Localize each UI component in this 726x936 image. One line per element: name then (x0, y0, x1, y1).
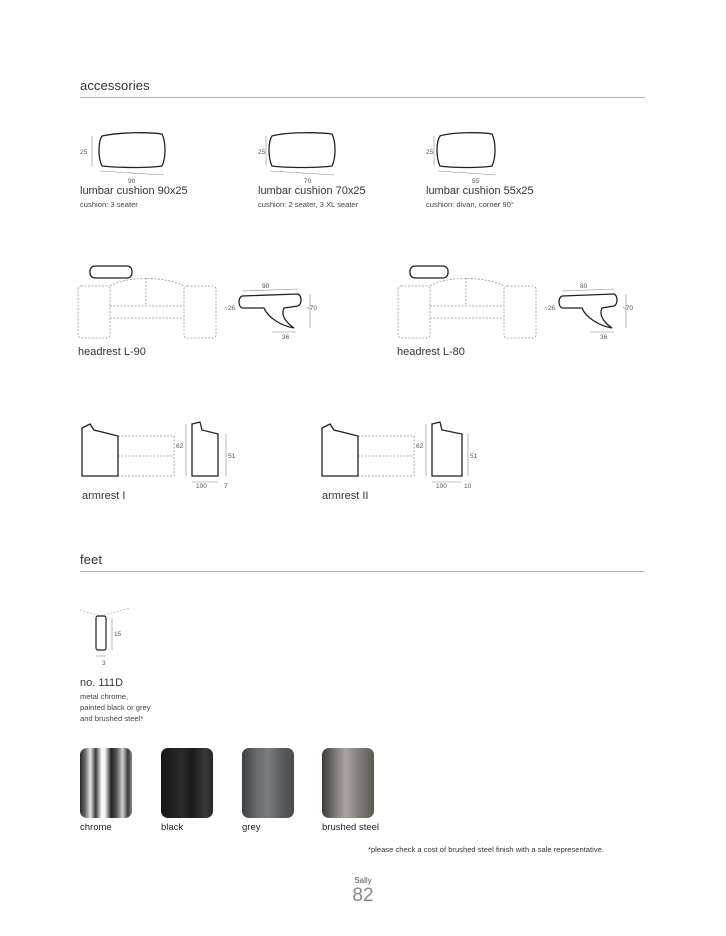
foot-desc-line-2: painted black or grey (80, 703, 151, 712)
armrest-2-thickness-label: 10 (464, 483, 472, 490)
chrome-label: chrome (80, 822, 112, 833)
section-title-feet: feet (80, 552, 103, 567)
foot-111d-drawing (80, 606, 140, 668)
headrest-90-title: headrest L-90 (78, 346, 146, 358)
headrest-80-sofa-drawing (396, 262, 546, 344)
foot-width-label: 3 (102, 660, 106, 667)
headrest-80-width-label: 80 (580, 283, 588, 290)
page-number: 82 (352, 885, 374, 906)
armrest-1-drawing (78, 420, 248, 492)
headrest-90-depth-label: ~26 (224, 305, 236, 312)
headrest-90-detail-drawing (222, 282, 322, 342)
brushed-steel-swatch-icon (322, 748, 374, 818)
lumbar-70-width-label: 70 (304, 178, 312, 185)
lumbar-90-width-label: 90 (128, 178, 136, 185)
lumbar-cushion-70-drawing (258, 128, 378, 183)
headrest-90-base-label: 36 (282, 334, 290, 341)
headrest-90-height-label: ~70 (306, 305, 318, 312)
lumbar-cushion-90-drawing (80, 128, 200, 183)
armrest-2-title: armrest II (322, 490, 369, 502)
lumbar-cushion-55-sub: cushion: divan, corner 90° (426, 200, 514, 209)
armrest-1-h1-label: 62 (176, 443, 184, 450)
section-divider (80, 571, 645, 572)
headrest-80-base-label: 36 (600, 334, 608, 341)
headrest-90-width-label: 90 (262, 283, 270, 290)
lumbar-55-height-label: 25 (426, 149, 434, 156)
headrest-80-title: headrest L-80 (397, 346, 465, 358)
armrest-2-h1-label: 62 (416, 443, 424, 450)
headrest-90-sofa-drawing (76, 262, 226, 344)
armrest-1-width-label: 100 (196, 483, 207, 490)
lumbar-cushion-70-title: lumbar cushion 70x25 (258, 185, 366, 197)
lumbar-cushion-55-drawing (426, 128, 526, 183)
armrest-2-h2-label: 51 (470, 453, 478, 460)
grey-swatch-icon (242, 748, 294, 818)
grey-label: grey (242, 822, 261, 833)
lumbar-cushion-90-sub: cushion: 3 seater (80, 200, 138, 209)
armrest-2-drawing (318, 420, 488, 492)
section-title-accessories: accessories (80, 78, 150, 93)
black-label: black (161, 822, 184, 833)
headrest-80-depth-label: ~26 (544, 305, 556, 312)
chrome-swatch-icon (80, 748, 132, 818)
lumbar-cushion-55-title: lumbar cushion 55x25 (426, 185, 534, 197)
section-divider (80, 97, 645, 98)
headrest-80-detail-drawing (542, 282, 642, 342)
black-swatch-icon (161, 748, 213, 818)
lumbar-cushion-90-title: lumbar cushion 90x25 (80, 185, 188, 197)
lumbar-55-width-label: 55 (472, 178, 480, 185)
armrest-1-h2-label: 51 (228, 453, 236, 460)
foot-desc-line-1: metal chrome, (80, 692, 129, 701)
foot-desc-line-3: and brushed steel* (80, 714, 144, 723)
foot-title: no. 111D (80, 677, 124, 689)
collection-name: Sally (354, 876, 372, 885)
brushed-steel-label: brushed steel (322, 822, 380, 833)
lumbar-cushion-70-sub: cushion: 2 seater, 3 XL seater (258, 200, 359, 209)
foot-height-label: 15 (114, 631, 122, 638)
armrest-1-thickness-label: 7 (224, 483, 228, 490)
lumbar-70-height-label: 25 (258, 149, 266, 156)
armrest-2-width-label: 100 (436, 483, 447, 490)
lumbar-90-height-label: 25 (80, 149, 88, 156)
armrest-1-title: armrest I (82, 490, 126, 502)
headrest-80-height-label: ~70 (622, 305, 634, 312)
page-footer (330, 876, 396, 907)
brushed-steel-footnote: *please check a cost of brushed steel finish with a sale representative. (368, 845, 604, 854)
